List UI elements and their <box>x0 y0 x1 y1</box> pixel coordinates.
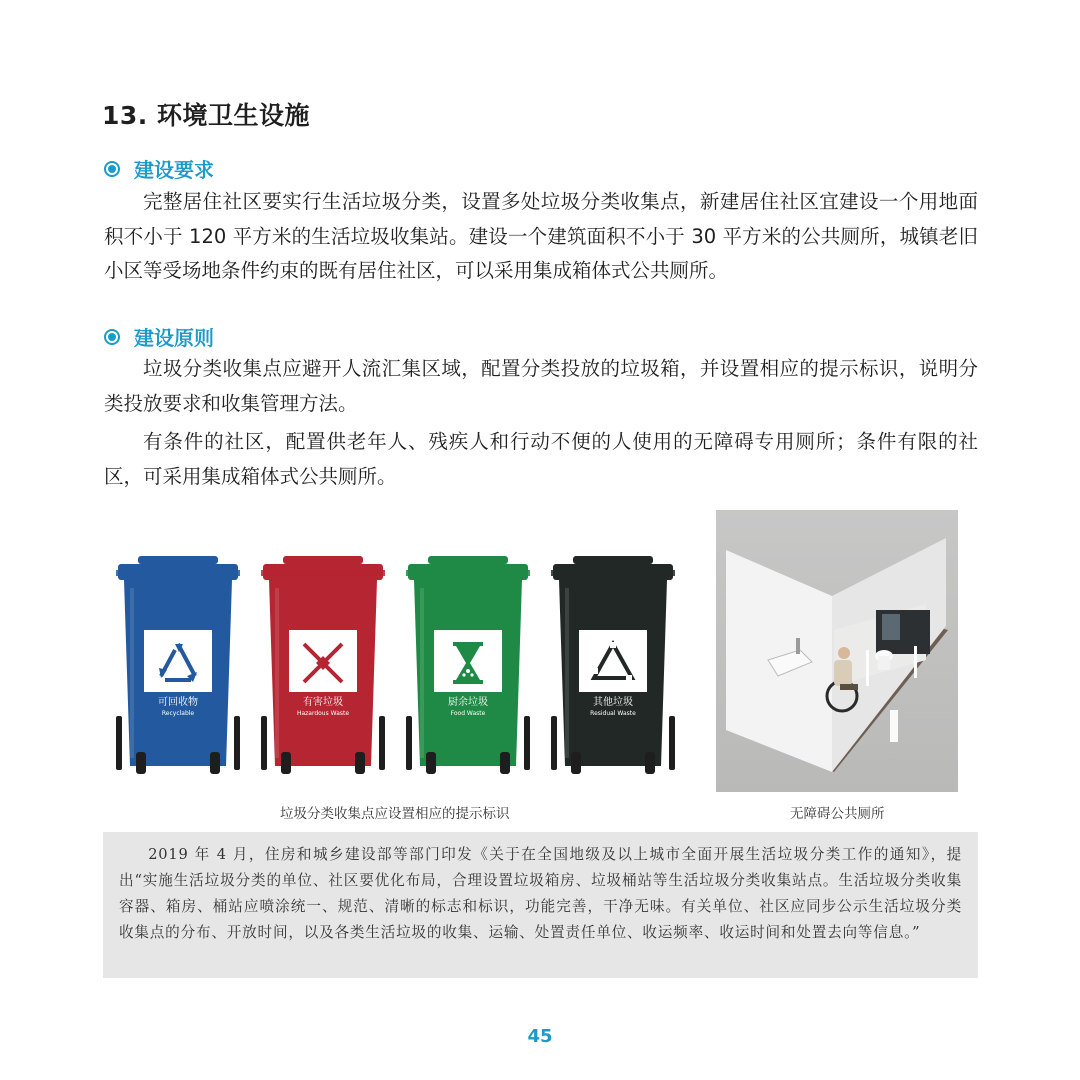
bin-sign <box>144 630 212 736</box>
requirements-heading <box>104 154 214 183</box>
bins-caption: 垃圾分类收集点应设置相应的提示标识 <box>280 806 510 822</box>
recyclable-bin <box>116 556 240 776</box>
bin-name-en: Food Waste <box>450 710 486 717</box>
policy-quote-box <box>103 832 978 978</box>
requirements-heading-label: 建设要求 <box>134 158 214 182</box>
hazardous-bin <box>261 556 385 776</box>
bin-name-en: Hazardous Waste <box>296 710 350 717</box>
bin-name-cn: 有害垃圾 <box>303 697 343 708</box>
accessible-toilet-figure <box>716 510 958 792</box>
accessible-toilet-illustration <box>716 510 958 792</box>
waste-bins-figure <box>104 528 684 792</box>
bin-name-cn: 厨余垃圾 <box>448 697 488 708</box>
circle-bullet-icon <box>104 329 120 345</box>
policy-quote-text: 2019 年 4 月，住房和城乡建设部等部门印发《关于在全国地级及以上城市全面开展生活垃圾分类工作的通知》，提出“实施生活垃圾分类的单位、社区要优化布局，合理设置垃圾箱房、垃圾桶站等生活垃圾分类收集站点。生活垃圾分类收集容器、箱房、桶站应喷涂统一、规范、清晰的标志和标识，功能完善，干净无味。有关单位、社区应同步公示生活垃圾分类收集点的分布、开放时间，以及各类生活垃圾的收集、运输、处置责任单位、收运频率、收运时间和处置去向等信息。” <box>119 846 962 941</box>
bin-name-cn: 可回收物 <box>158 697 198 708</box>
bin-sign <box>289 630 357 736</box>
principles-heading-label: 建设原则 <box>134 326 214 350</box>
bin-name-cn: 其他垃圾 <box>593 697 633 708</box>
bin-name-en: Residual Waste <box>590 710 636 717</box>
requirements-paragraph: 完整居住社区要实行生活垃圾分类，设置多处垃圾分类收集点，新建居住社区宜建设一个用地面积不小于 120 平方米的生活垃圾收集站。建设一个建筑面积不小于 30 平方米的公共厕所，城镇老旧小区等受场地条件约束的既有居住社区，可以采用集成箱体式公共厕所。 <box>104 190 978 282</box>
principles-paragraph-2: 有条件的社区，配置供老年人、残疾人和行动不便的人使用的无障碍专用厕所；条件有限的社区，可采用集成箱体式公共厕所。 <box>104 430 978 488</box>
circle-bullet-icon <box>104 161 120 177</box>
food-waste-bin <box>406 556 530 776</box>
bin-sign <box>579 630 647 736</box>
toilet-caption: 无障碍公共厕所 <box>790 806 885 822</box>
residual-bin <box>551 556 675 776</box>
page-number: 45 <box>527 1026 553 1047</box>
bin-sign <box>434 630 502 736</box>
bin-name-en: Recyclable <box>161 710 195 717</box>
principles-paragraph-1: 垃圾分类收集点应避开人流汇集区域，配置分类投放的垃圾箱，并设置相应的提示标识，说明分类投放要求和收集管理方法。 <box>104 357 978 415</box>
section-title: 13. 环境卫生设施 <box>102 101 310 130</box>
principles-heading <box>104 322 214 351</box>
